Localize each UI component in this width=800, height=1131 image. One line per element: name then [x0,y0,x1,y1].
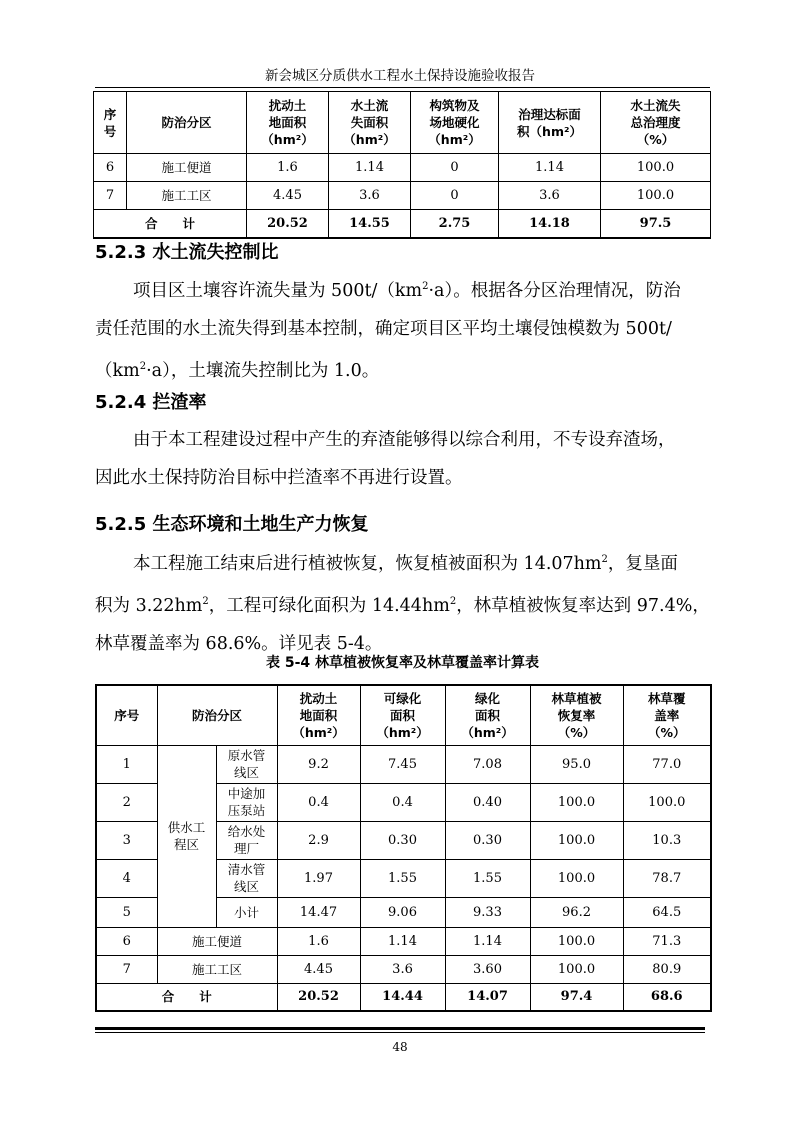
table-cell: 14.18 [499,210,601,238]
page-header: 新会城区分质供水工程水土保持设施验收报告 [265,68,535,84]
table-cell: 100.0 [530,955,623,983]
table-cell: 14.55 [329,210,411,238]
table-cell: 100.0 [530,859,623,897]
table2-col-header: 序号 [96,685,157,745]
table-cell: 5 [96,897,157,927]
table1-col-header: 水土流 失面积 （hm²） [329,92,411,154]
table1-col-header: 治理达标面 积（hm²） [499,92,601,154]
table-cell: 3.6 [329,182,411,210]
table1-col-header: 防治分区 [127,92,247,154]
table-cell: 7 [96,955,157,983]
paragraph-line: 项目区土壤容许流失量为 $500t/(km^2\cdot a)$。根据各分区治理情况，防治 [133,280,681,301]
table-cell: 0.30 [360,821,445,859]
table-cell: 68.6 [623,983,711,1011]
group-label: 供水工 程区 [157,745,216,927]
table-cell: 10.3 [623,821,711,859]
table-cell: 100.0 [530,927,623,955]
table-cell: 1.55 [360,859,445,897]
paragraph-line: 积为 $3.22hm^2$，工程可绿化面积为 $14.44hm^2$，林草植被恢复率达到 97.4%， [95,595,710,616]
table-cell: 0 [411,182,499,210]
table-cell: 3.60 [445,955,530,983]
table-cell: 100.0 [601,154,711,182]
paragraph-line: 因此水土保持防治目标中拦渣率不再进行设置。 [95,468,463,488]
total-label: 合 计 [96,983,277,1011]
table-cell: 7.08 [445,745,530,783]
table2-col-header: 防治分区 [157,685,277,745]
table-cell: 6 [96,927,157,955]
table-cell: 7.45 [360,745,445,783]
table-cell: 2.9 [277,821,360,859]
table-cell: 77.0 [623,745,711,783]
section-heading-5-2-4: 5.2.4 拦渣率 [95,392,207,413]
table-cell: 中途加 压泵站 [216,783,277,821]
table-cell: 4 [96,859,157,897]
table-cell: 0.4 [277,783,360,821]
table-cell: 小计 [216,897,277,927]
table2-col-header: 扰动土 地面积 （hm²） [277,685,360,745]
paragraph-5-2-3 [95,268,710,390]
table1-col-header: 水土流失 总治理度 （%） [601,92,711,154]
table-cell: 100.0 [601,182,711,210]
table-total-row [94,210,711,238]
table-row [94,154,711,182]
table2-header-row [96,685,711,745]
table-cell: 施工便道 [157,927,277,955]
table2-col-header: 林草覆 盖率 （%） [623,685,711,745]
section-heading-5-2-5: 5.2.5 生态环境和土地生产力恢复 [95,514,369,535]
paragraph-5-2-5 [95,541,710,663]
footer-rule [95,1027,705,1030]
table-cell: 71.3 [623,927,711,955]
table-cell: 1.14 [329,154,411,182]
table-cell: 1.6 [247,154,329,182]
table-cell: 1 [96,745,157,783]
paragraph-line: 林草覆盖率为 68.6%。详见表 5-4。 [95,633,383,654]
table-cell: 64.5 [623,897,711,927]
table-cell: 9.33 [445,897,530,927]
table-cell: 9.2 [277,745,360,783]
table-cell: 100.0 [530,783,623,821]
table-cell: 78.7 [623,859,711,897]
table2-col-header: 绿化 面积 （hm²） [445,685,530,745]
table-cell: 6 [94,154,127,182]
paragraph-line: $(km^2\cdot a)$，土壤流失控制比为 1.0。 [95,360,380,381]
table-cell: 1.14 [499,154,601,182]
paragraph-5-2-4 [95,421,710,497]
table-cell: 1.55 [445,859,530,897]
table-cell: 施工工区 [127,182,247,210]
footer-rule [95,1032,705,1033]
table2-col-header: 可绿化 面积 （hm²） [360,685,445,745]
header-rule [95,87,710,88]
table-cell: 3 [96,821,157,859]
table-cell: 0.4 [360,783,445,821]
table1-header-row [94,92,711,154]
paragraph-line: 由于本工程建设过程中产生的弃渣能够得以综合利用，不专设弃渣场， [133,430,676,450]
table-cell: 97.5 [601,210,711,238]
table-cell: 2.75 [411,210,499,238]
table-total-row [96,983,711,1011]
table-row [96,745,711,783]
table-row [96,955,711,983]
table-cell: 1.97 [277,859,360,897]
table-cell: 96.2 [530,897,623,927]
table1-col-header: 序 号 [94,92,127,154]
table-cell: 100.0 [530,821,623,859]
table-cell: 施工便道 [127,154,247,182]
table-cell: 0.30 [445,821,530,859]
table-cell: 0.40 [445,783,530,821]
table-cell: 80.9 [623,955,711,983]
table-cell: 14.44 [360,983,445,1011]
table-cell: 9.06 [360,897,445,927]
table-cell: 1.14 [360,927,445,955]
table-soil-erosion-control [93,91,711,239]
table-cell: 3.6 [360,955,445,983]
table-caption: 表 5-4 林草植被恢复率及林草覆盖率计算表 [265,655,540,671]
paragraph-line: 本工程施工结束后进行植被恢复，恢复植被面积为 $14.07hm^2$，复垦面 [133,553,678,574]
table-cell: 原水管 线区 [216,745,277,783]
total-label: 合 计 [94,210,247,238]
table-cell: 2 [96,783,157,821]
table1-col-header: 扰动土 地面积 （hm²） [247,92,329,154]
table-cell: 14.07 [445,983,530,1011]
table-cell: 给水处 理厂 [216,821,277,859]
table-cell: 清水管 线区 [216,859,277,897]
table-cell: 7 [94,182,127,210]
table-cell: 95.0 [530,745,623,783]
paragraph-line: 责任范围的水土流失得到基本控制，确定项目区平均土壤侵蚀模数为 500t/ [95,318,672,339]
table-cell: 施工工区 [157,955,277,983]
table-cell: 4.45 [277,955,360,983]
table-cell: 1.6 [277,927,360,955]
table-vegetation-recovery [95,684,712,1012]
table1-col-header: 构筑物及 场地硬化 （hm²） [411,92,499,154]
table-cell: 4.45 [247,182,329,210]
table-row [96,927,711,955]
section-heading-5-2-3: 5.2.3 水土流失控制比 [95,242,279,263]
table-cell: 20.52 [247,210,329,238]
table-cell: 97.4 [530,983,623,1011]
table2-col-header: 林草植被 恢复率 （%） [530,685,623,745]
table-cell: 3.6 [499,182,601,210]
page-number: 48 [392,1040,408,1054]
table-cell: 20.52 [277,983,360,1011]
table-cell: 1.14 [445,927,530,955]
table-row [94,182,711,210]
table-cell: 0 [411,154,499,182]
table-cell: 100.0 [623,783,711,821]
table-cell: 14.47 [277,897,360,927]
